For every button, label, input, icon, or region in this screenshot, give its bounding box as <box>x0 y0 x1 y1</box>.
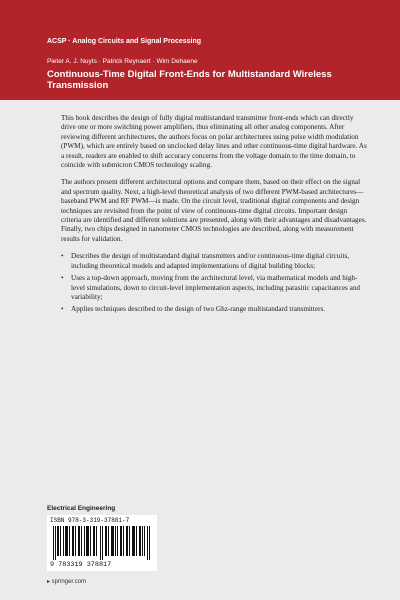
feature-text: Applies techniques described to the design of two Ghz-range multistandard transmitters. <box>71 305 326 314</box>
bullet-icon: • <box>61 274 64 283</box>
bullet-icon: • <box>61 252 64 261</box>
feature-list <box>61 252 367 314</box>
authors: Pieter A. J. Nuyts · Patrick Reynaert · Wim Dehaene <box>47 58 198 65</box>
book-title: Continuous-Time Digital Front-Ends for Multistandard Wireless Transmission <box>47 69 332 91</box>
feature-item <box>61 305 367 314</box>
blurb-paragraph-2: The authors present different architectural options and compare them, based on their effect on the signal and spectrum quality. Next, a high-level theoretical analysis of two different PWM-based architectures—baseband PWM and RF PWM—is made. On the circuit level, traditional digital components and design techniques are revisited from the point of view of continuous-time digital circuits. Important design criteria are identified and different solutions are presented, along with their advantages and disadvantages. Finally, two chips designed in nanometer CMOS technologies are described, along with measurement results for validation. <box>61 178 367 243</box>
feature-text: Uses a top-down approach, moving from the architectural level, via mathematical models and high-level simulations, down to circuit-level implementation aspects, including parasitic capacitances and variability; <box>71 274 361 301</box>
subject-category: Electrical Engineering <box>47 505 116 512</box>
cover-header-band <box>0 0 400 100</box>
feature-text: Describes the design of multistandard digital transmitters and/or continuous-time digital circuits, including theoretical models and adapted implementations of digital building blocks; <box>71 252 350 270</box>
bullet-icon: • <box>61 305 64 314</box>
isbn-text: ISBN 978-3-319-37881-7 <box>50 517 130 524</box>
feature-item <box>61 274 367 302</box>
publisher-url[interactable]: ▸ springer.com <box>47 579 87 585</box>
barcode <box>47 515 157 571</box>
feature-item <box>61 252 367 271</box>
blurb-paragraph-1: This book describes the design of fully digital multistandard transmitter front-ends which can directly drive one or more switching power amplifiers, thus eliminating all other analog components. After reviewing different architectures, the authors focus on polar architectures using pulse width modulation (PWM), which are entirely based on unclocked delay lines and other continuous-time digital hardware. As a result, readers are enabled to shift accuracy concerns from the voltage domain to the time domain, to coincide with submicron CMOS technology scaling. <box>61 114 367 170</box>
blurb <box>61 114 367 318</box>
barcode-digits: 9 783319 378817 <box>50 561 112 569</box>
series-name: ACSP · Analog Circuits and Signal Processing <box>47 38 202 45</box>
barcode-bars-icon <box>53 526 151 560</box>
